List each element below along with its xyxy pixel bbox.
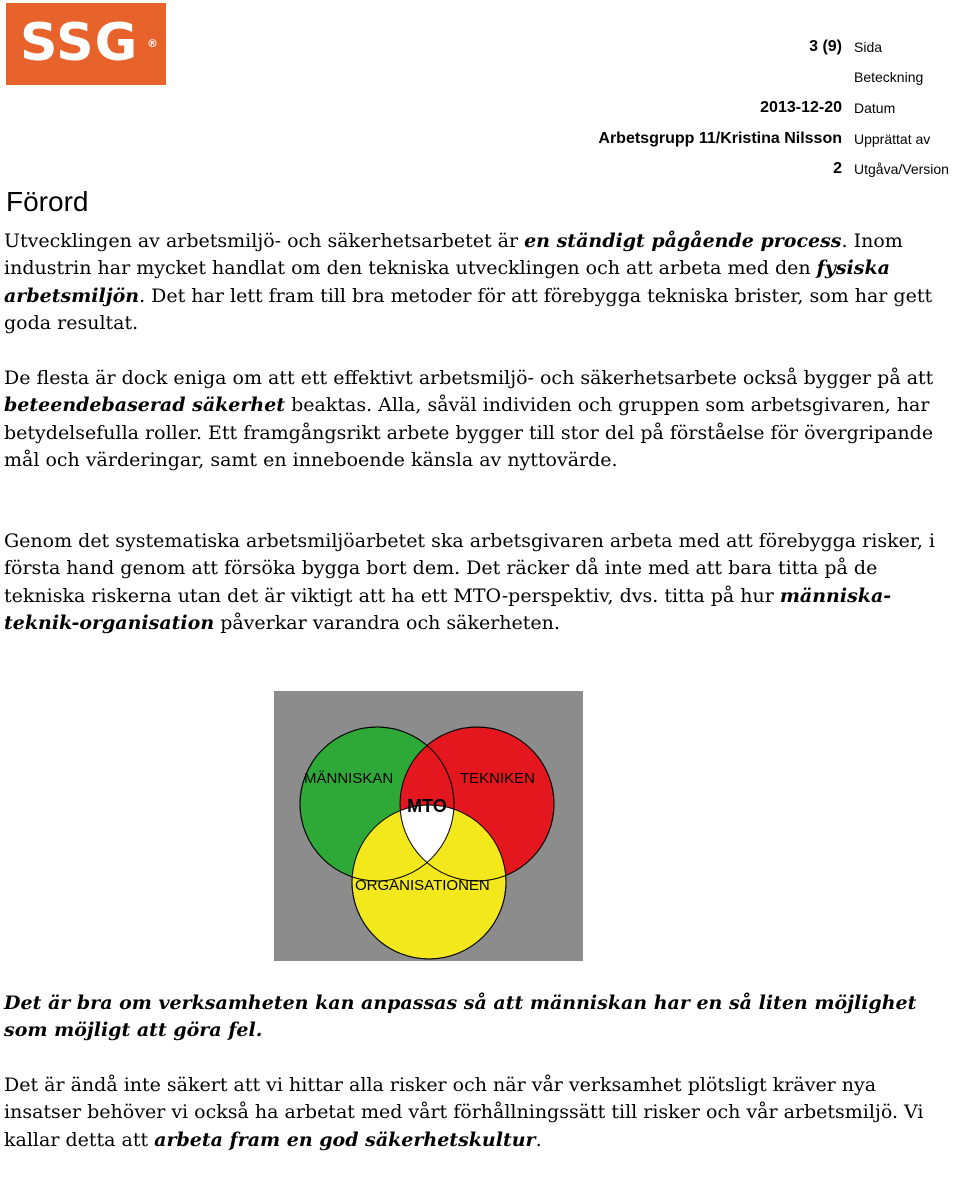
date-value: 2013-12-20 <box>760 99 842 116</box>
p1-text-c: . Inom industrin har mycket handlat om den tekniska utvecklingen och att arbeta med den <box>4 230 903 280</box>
label-organisation: ORGANISATIONEN <box>355 877 490 894</box>
p2-text-c: beaktas. Alla, såväl individen och gruppen som arbetsgivaren, har betydelsefulla roller. Ett framgångsrikt arbete bygger till stor del på förståelse för övergripande mål och värderingar, samt en inneboende känsla av nyttovärde. <box>4 394 934 471</box>
p1-emphasis-process: en ständigt pågående process <box>524 230 842 252</box>
p2-text-a: De flesta är dock eniga om att ett effektivt arbetsmiljö- och säkerhetsarbete också bygger på att <box>4 367 934 389</box>
date-label: Datum <box>854 100 896 116</box>
p1-emphasis-physical: fysiska arbetsmiljön <box>4 257 890 307</box>
page-number: 3 (9) <box>809 38 842 55</box>
designation-label: Beteckning <box>854 69 924 85</box>
author-label: Upprättat av <box>854 131 931 147</box>
paragraph-5 <box>4 1072 956 1154</box>
p2-emphasis-behaviour: beteendebaserad säkerhet <box>4 394 286 417</box>
paragraph-1 <box>4 228 956 337</box>
p5-text-a: Det är ändå inte säkert att vi hittar alla risker och när vår verksamhet plötsligt kräver nya insatser behöver vi också ha arbetat med vårt förhållningssätt till risker och vår arbetsmiljö. Vi kallar detta att <box>4 1074 924 1151</box>
paragraph-3 <box>4 528 956 637</box>
label-technology: TEKNIKEN <box>460 770 536 787</box>
paragraph-emphasis <box>4 990 956 1045</box>
page-title: Förord <box>6 186 89 217</box>
p5-text-c: . <box>535 1128 542 1151</box>
paragraph-2 <box>4 365 956 474</box>
label-mto: MTO <box>407 796 447 816</box>
p3-emphasis-mto: människa-teknik-organisation <box>4 584 892 634</box>
meta-date <box>0 98 960 118</box>
meta-version <box>0 159 960 179</box>
p1-text-e: . Det har lett fram till bra metoder för att förebygga tekniska brister, som har gett goda resultat. <box>4 284 933 334</box>
p3-text-a: Genom det systematiska arbetsmiljöarbetet ska arbetsgivaren arbeta med att förebygga risker, i första hand genom att försöka bygga bort dem. Det räcker då inte med att bara titta på de tekniska riskerna utan det är viktigt att ha ett MTO-perspektiv, dvs. titta på hur <box>4 530 935 607</box>
p3-text-c: påverkar varandra och säkerheten. <box>214 611 560 634</box>
version-value: 2 <box>833 160 842 177</box>
logo-text: SSG <box>20 13 139 73</box>
p1-text-a: Utvecklingen av arbetsmiljö- och säkerhetsarbetet är <box>4 230 525 252</box>
meta-designation <box>0 67 960 87</box>
author-value: Arbetsgrupp 11/Kristina Nilsson <box>598 130 842 147</box>
page-label: Sida <box>854 39 883 55</box>
meta-author <box>0 129 960 149</box>
p4-emphasis: Det är bra om verksamheten kan anpassas så att människan har en så liten möjlighet som möjligt att göra fel. <box>4 992 917 1042</box>
p5-emphasis-culture: arbeta fram en god säkerhetskultur <box>154 1128 536 1151</box>
label-human: MÄNNISKAN <box>304 770 394 787</box>
meta-page <box>0 37 960 57</box>
mto-venn-diagram <box>274 691 583 961</box>
registered-mark: ® <box>147 37 158 50</box>
version-label: Utgåva/Version <box>854 161 949 177</box>
